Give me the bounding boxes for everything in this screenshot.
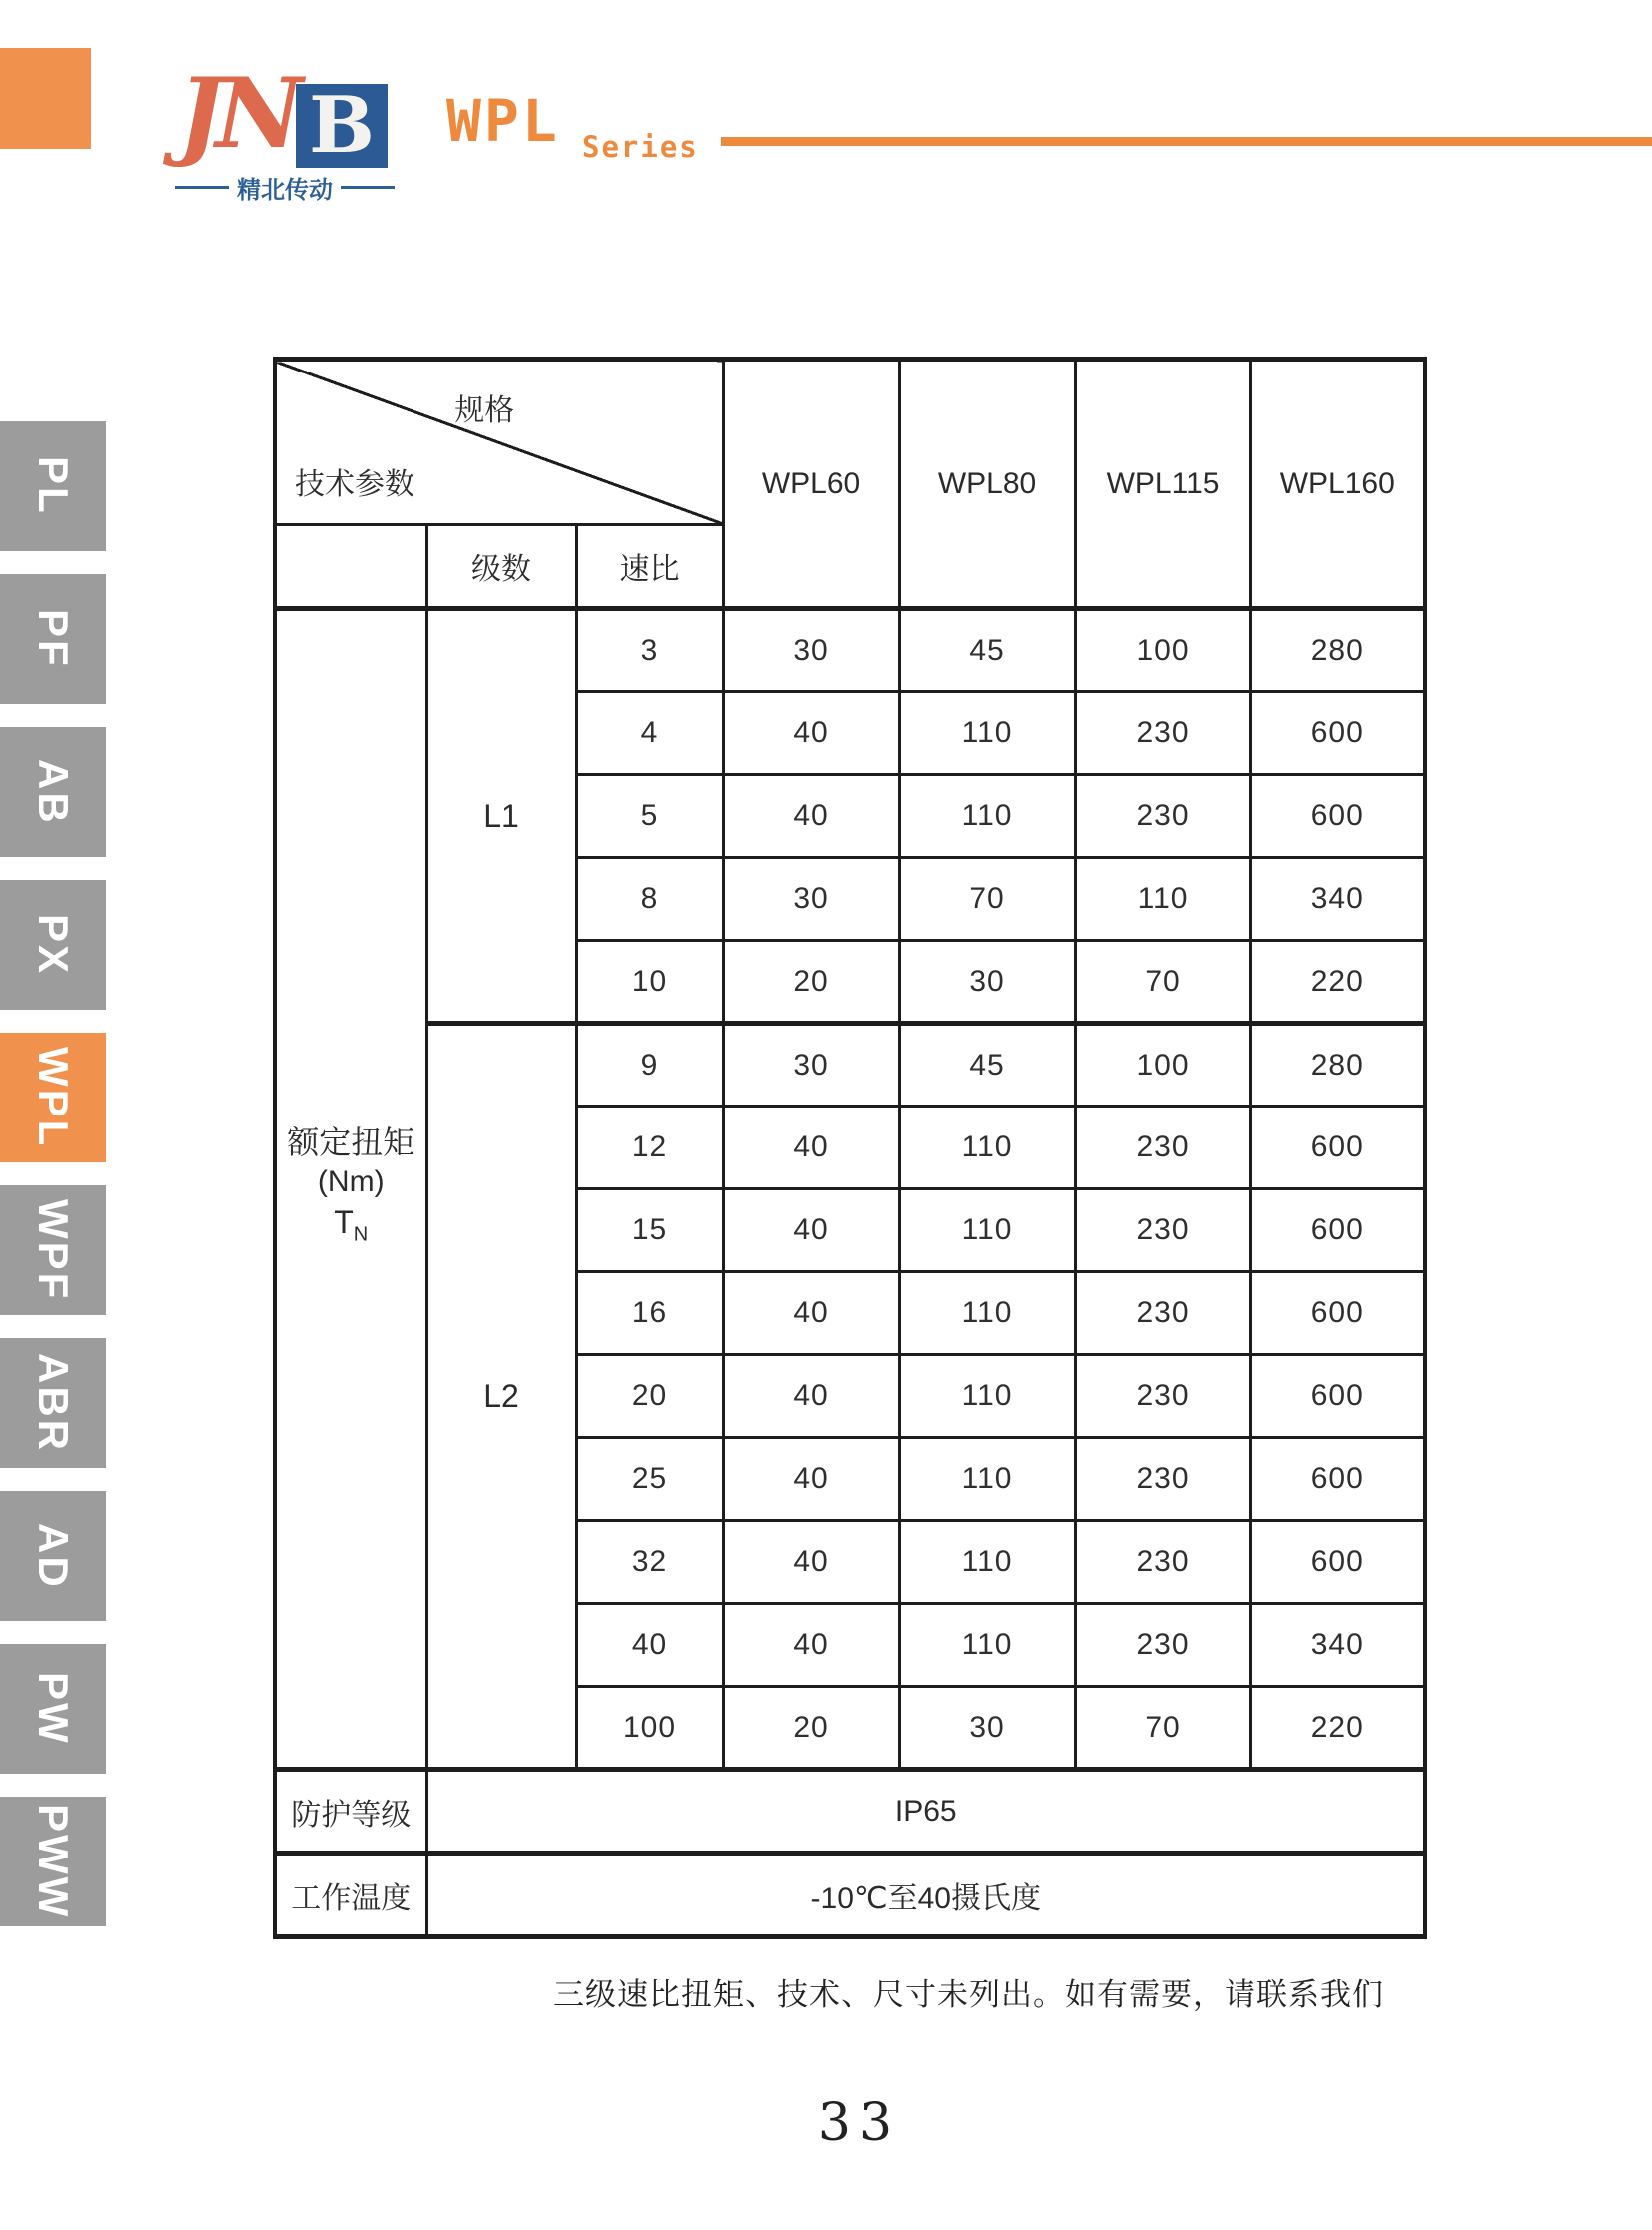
corner-accent-square: [0, 48, 91, 149]
ratio-cell: 16: [576, 1272, 723, 1355]
value-cell: 40: [723, 1355, 899, 1438]
value-cell: 20: [723, 941, 899, 1024]
sidebar-tab-label: AD: [30, 1522, 77, 1590]
column-header-wpl115: WPL115: [1075, 360, 1250, 609]
value-cell: 110: [899, 692, 1075, 775]
value-cell: 40: [723, 775, 899, 858]
stage-header-cell: 级数: [426, 525, 576, 609]
sidebar-tab-wpf[interactable]: [0, 1185, 106, 1315]
tagline-text: 精北传动: [237, 177, 333, 204]
value-cell: 30: [899, 941, 1075, 1024]
sidebar-tab-pf[interactable]: [0, 574, 106, 704]
logo-b-box: [296, 80, 388, 171]
value-cell: 110: [899, 775, 1075, 858]
value-cell: 40: [723, 1189, 899, 1272]
value-cell: 600: [1250, 1107, 1425, 1189]
value-cell: 600: [1250, 1521, 1425, 1604]
value-cell: 40: [723, 1272, 899, 1355]
value-cell: 110: [899, 1521, 1075, 1604]
value-cell: 600: [1250, 775, 1425, 858]
torque-label-line3: $T_N$: [334, 1204, 369, 1246]
value-cell: 110: [899, 1604, 1075, 1687]
corner-spec-label: 规格: [454, 394, 515, 427]
corner-param-label: 技术参数: [295, 468, 414, 501]
ratio-cell: 12: [576, 1107, 723, 1189]
value-cell: 70: [1075, 941, 1250, 1024]
sidebar-tab-label: AB: [30, 758, 77, 826]
value-cell: 30: [723, 609, 899, 692]
sidebar-tab-pw[interactable]: [0, 1644, 106, 1774]
sidebar-tab-pl[interactable]: [0, 421, 106, 551]
ratio-cell: 100: [576, 1687, 723, 1770]
sidebar-tab-ad[interactable]: [0, 1491, 106, 1621]
value-cell: 600: [1250, 1189, 1425, 1272]
value-cell: 100: [1075, 1024, 1250, 1107]
logo-b-text: B: [309, 80, 375, 171]
spec-table: [273, 357, 1427, 1939]
value-cell: 110: [899, 1107, 1075, 1189]
value-cell: 30: [899, 1687, 1075, 1770]
ratio-cell: 32: [576, 1521, 723, 1604]
value-cell: 40: [723, 1438, 899, 1521]
value-cell: 110: [899, 1355, 1075, 1438]
value-cell: 230: [1075, 1189, 1250, 1272]
tagline-right-line: [341, 186, 395, 189]
sidebar-tab-label: WPF: [30, 1198, 77, 1302]
value-cell: 45: [899, 1024, 1075, 1107]
value-cell: 230: [1075, 1355, 1250, 1438]
sidebar-tab-label: WPL: [30, 1046, 77, 1149]
value-cell: 110: [1075, 858, 1250, 941]
value-cell: 40: [723, 692, 899, 775]
temperature-value-cell: -10℃至40摄氏度: [426, 1854, 1425, 1937]
page-number: 33: [817, 2093, 901, 2153]
sidebar-tab-label: ABR: [30, 1353, 77, 1453]
column-header-wpl60: WPL60: [723, 360, 899, 609]
footnote: 三级速比扭矩、技术、尺寸未列出。如有需要，请联系我们: [553, 1977, 1384, 2012]
value-cell: 230: [1075, 1604, 1250, 1687]
value-cell: 230: [1075, 1521, 1250, 1604]
stage-l2-cell: L2: [426, 1024, 576, 1770]
table-row: [275, 1024, 1425, 1107]
value-cell: 230: [1075, 1107, 1250, 1189]
value-cell: 230: [1075, 775, 1250, 858]
value-cell: 40: [723, 1521, 899, 1604]
column-header-wpl80: WPL80: [899, 360, 1075, 609]
ratio-cell: 9: [576, 1024, 723, 1107]
torque-label-line1: 额定扭矩: [287, 1124, 415, 1161]
sidebar-tab-label: PW: [30, 1672, 77, 1746]
ratio-cell: 15: [576, 1189, 723, 1272]
column-header-wpl160: WPL160: [1250, 360, 1425, 609]
torque-label-line2: (Nm): [317, 1165, 385, 1199]
sidebar-tab-label: PL: [30, 456, 77, 516]
value-cell: 70: [899, 858, 1075, 941]
value-cell: 40: [723, 1107, 899, 1189]
value-cell: 600: [1250, 1272, 1425, 1355]
value-cell: 110: [899, 1272, 1075, 1355]
protection-value-cell: IP65: [426, 1770, 1425, 1854]
logo-tagline: [170, 170, 400, 205]
sidebar-tab-wpl-active[interactable]: [0, 1033, 106, 1162]
value-cell: 20: [723, 1687, 899, 1770]
value-cell: 220: [1250, 1687, 1425, 1770]
sidebar-tab-label: PX: [30, 913, 77, 977]
ratio-cell: 40: [576, 1604, 723, 1687]
sidebar-tab-label: PF: [30, 609, 77, 669]
value-cell: 600: [1250, 692, 1425, 775]
value-cell: 45: [899, 609, 1075, 692]
value-cell: 340: [1250, 1604, 1425, 1687]
value-cell: 30: [723, 1024, 899, 1107]
tagline-left-line: [175, 186, 229, 189]
ratio-cell: 8: [576, 858, 723, 941]
value-cell: 220: [1250, 941, 1425, 1024]
table-row: [275, 609, 1425, 692]
value-cell: 40: [723, 1604, 899, 1687]
ratio-cell: 10: [576, 941, 723, 1024]
temperature-label-cell: 工作温度: [275, 1854, 426, 1937]
ratio-cell: 4: [576, 692, 723, 775]
value-cell: 280: [1250, 1024, 1425, 1107]
logo-jn-text: JN: [178, 57, 296, 170]
sidebar-tab-pww[interactable]: [0, 1797, 106, 1926]
protection-row: [275, 1770, 1425, 1854]
series-title: WPL: [446, 87, 560, 155]
sidebar-tab-label: PWW: [30, 1803, 77, 1920]
value-cell: 230: [1075, 1272, 1250, 1355]
value-cell: 600: [1250, 1355, 1425, 1438]
ratio-cell: 25: [576, 1438, 723, 1521]
sidebar-tab-ab[interactable]: [0, 727, 106, 857]
value-cell: 280: [1250, 609, 1425, 692]
ratio-cell: 5: [576, 775, 723, 858]
value-cell: 110: [899, 1438, 1075, 1521]
sidebar-tab-px[interactable]: [0, 880, 106, 1010]
protection-label-cell: 防护等级: [275, 1770, 426, 1854]
spacer-cell: [275, 525, 426, 609]
stage-l1-cell: L1: [426, 609, 576, 1024]
title-divider-rule: [721, 137, 1652, 146]
ratio-cell: 3: [576, 609, 723, 692]
ratio-header-cell: 速比: [576, 525, 723, 609]
sidebar-tab-abr[interactable]: [0, 1338, 106, 1468]
value-cell: 230: [1075, 692, 1250, 775]
ratio-cell: 20: [576, 1355, 723, 1438]
torque-label-cell: [275, 609, 426, 1770]
corner-cell: [275, 360, 723, 525]
table-header-row: [275, 360, 1425, 525]
value-cell: 110: [899, 1189, 1075, 1272]
value-cell: 70: [1075, 1687, 1250, 1770]
value-cell: 600: [1250, 1438, 1425, 1521]
value-cell: 340: [1250, 858, 1425, 941]
temperature-row: [275, 1854, 1425, 1937]
company-logo: [170, 57, 400, 204]
series-subtitle: Series: [582, 130, 699, 164]
value-cell: 230: [1075, 1438, 1250, 1521]
value-cell: 100: [1075, 609, 1250, 692]
value-cell: 30: [723, 858, 899, 941]
